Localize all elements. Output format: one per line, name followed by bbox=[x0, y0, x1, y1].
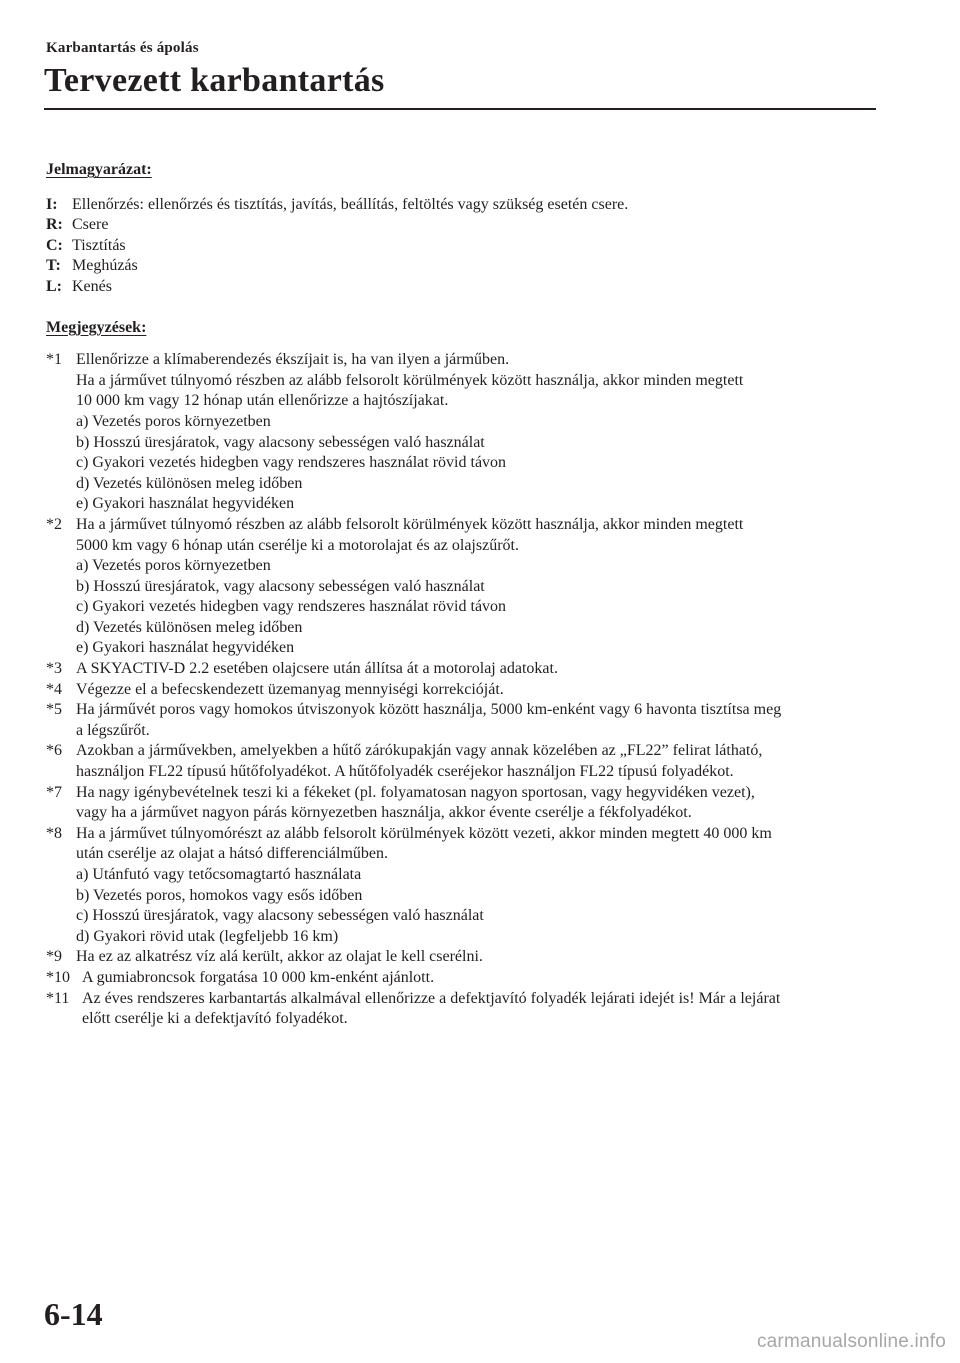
note-line: A SKYACTIV-D 2.2 esetében olajcsere után állítsa át a motorolaj adatokat. bbox=[76, 660, 558, 678]
notes-heading: Megjegyzések: bbox=[46, 318, 147, 336]
note-body bbox=[76, 700, 876, 741]
note-line: d) Vezetés különösen meleg időben bbox=[76, 618, 303, 636]
note-line: Az éves rendszeres karbantartás alkalmával ellenőrizze a defektjavító folyadék lejárati idejét is! Már a lejárat bbox=[82, 989, 781, 1007]
note-item bbox=[46, 350, 876, 515]
note-line: a) Utánfutó vagy tetőcsomagtartó használata bbox=[76, 866, 362, 883]
note-number: *11 bbox=[46, 989, 70, 1007]
note-line: a légszűrőt. bbox=[76, 721, 150, 739]
legend-item bbox=[46, 195, 876, 216]
note-line: Ha ez az alkatrész víz alá került, akkor az olajat le kell cserélni. bbox=[76, 948, 483, 966]
legend-heading: Jelmagyarázat: bbox=[46, 161, 152, 178]
title-divider bbox=[44, 108, 876, 110]
note-line: d) Vezetés különösen meleg időben bbox=[76, 474, 303, 492]
note-line: b) Hosszú üresjáratok, vagy alacsony sebességen való használat bbox=[76, 433, 485, 451]
content bbox=[46, 160, 876, 1030]
legend-text: Csere bbox=[72, 216, 109, 234]
note-body bbox=[76, 680, 876, 701]
note-item bbox=[46, 659, 876, 680]
note-number: *9 bbox=[46, 948, 62, 966]
note-body bbox=[82, 968, 876, 989]
note-line: használjon FL22 típusú hűtőfolyadékot. A hűtőfolyadék cseréjekor használjon FL22 típusú folyadékot. bbox=[76, 763, 734, 781]
note-number: *5 bbox=[46, 701, 62, 719]
note-line: Végezze el a befecskendezett üzemanyag mennyiségi korrekcióját. bbox=[76, 680, 504, 698]
legend-key: C: bbox=[46, 236, 63, 254]
note-line: a) Vezetés poros környezetben bbox=[76, 557, 271, 575]
legend-text: Meghúzás bbox=[72, 257, 138, 275]
legend-text: Ellenőrzés: ellenőrzés és tisztítás, javítás, beállítás, feltöltés vagy szükség esetén csere. bbox=[72, 195, 629, 213]
note-number: *2 bbox=[46, 515, 62, 533]
note-number: *1 bbox=[46, 351, 62, 369]
note-body bbox=[76, 947, 876, 968]
legend-item bbox=[46, 256, 876, 277]
legend-item bbox=[46, 277, 876, 298]
legend-item bbox=[46, 236, 876, 257]
note-number: *4 bbox=[46, 680, 62, 698]
legend-text: Kenés bbox=[72, 277, 112, 295]
note-number: *3 bbox=[46, 660, 62, 678]
note-item bbox=[46, 968, 876, 989]
note-item bbox=[46, 741, 876, 782]
note-line: Ha a járművet túlnyomó részben az alább felsorolt körülmények között használja, akkor minden megtett bbox=[76, 371, 744, 389]
legend-key: R: bbox=[46, 216, 63, 234]
note-line: után cserélje az olajat a hátsó differenciálműben. bbox=[76, 845, 388, 863]
note-body bbox=[76, 515, 876, 659]
note-body bbox=[76, 824, 876, 948]
note-line: 10 000 km vagy 12 hónap után ellenőrizze a hajtószíjakat. bbox=[76, 392, 449, 410]
note-line: előtt cserélje ki a defektjavító folyadékot. bbox=[82, 1010, 348, 1028]
note-item bbox=[46, 783, 876, 824]
note-line: a) Vezetés poros környezetben bbox=[76, 412, 271, 430]
note-number: *10 bbox=[46, 968, 70, 986]
note-line: A gumiabroncsok forgatása 10 000 km-enként ajánlott. bbox=[82, 968, 435, 986]
note-body bbox=[76, 783, 876, 824]
note-body bbox=[76, 350, 876, 515]
note-item bbox=[46, 824, 876, 948]
legend-list bbox=[46, 195, 876, 298]
note-line: c) Gyakori vezetés hidegben vagy rendszeres használat rövid távon bbox=[76, 598, 507, 616]
note-body bbox=[76, 659, 876, 680]
legend-key: I: bbox=[46, 195, 58, 213]
note-line: Ha nagy igénybevételnek teszi ki a fékeket (pl. folyamatosan nagyon sportosan, vagy hegyvidéken vezet), bbox=[76, 783, 755, 801]
note-line: b) Vezetés poros, homokos vagy esős időben bbox=[76, 886, 363, 904]
note-line: b) Hosszú üresjáratok, vagy alacsony sebességen való használat bbox=[76, 577, 485, 595]
note-body bbox=[76, 741, 876, 782]
legend-key: T: bbox=[46, 257, 61, 275]
note-line: Ellenőrizze a klímaberendezés ékszíjait is, ha van ilyen a járműben. bbox=[76, 351, 510, 369]
note-body bbox=[82, 989, 876, 1030]
note-line: vagy ha a járművet nagyon párás környezetben használja, akkor évente cserélje a fékfolyadékot. bbox=[76, 804, 692, 822]
note-item bbox=[46, 947, 876, 968]
note-line: Azokban a járművekben, amelyekben a hűtő zárókupakján vagy annak közelében az „FL22” felirat látható, bbox=[76, 742, 763, 760]
note-line: d) Gyakori rövid utak (legfeljebb 16 km) bbox=[76, 927, 339, 945]
page-number: 6-14 bbox=[44, 1296, 103, 1332]
section-label: Karbantartás és ápolás bbox=[46, 40, 199, 56]
page-title: Tervezett karbantartás bbox=[44, 62, 385, 99]
note-line: Ha járművét poros vagy homokos útviszonyok között használja, 5000 km-enként vagy 6 havonta tisztítsa meg bbox=[76, 701, 782, 719]
note-item bbox=[46, 989, 876, 1030]
legend-item bbox=[46, 215, 876, 236]
note-item bbox=[46, 680, 876, 701]
note-line: Ha a járművet túlnyomó részben az alább felsorolt körülmények között használja, akkor minden megtett bbox=[76, 515, 744, 533]
legend-text: Tisztítás bbox=[72, 236, 126, 254]
note-number: *8 bbox=[46, 824, 62, 842]
note-line: Ha a járművet túlnyomórészt az alább felsorolt körülmények között vezeti, akkor minden megtett 40 000 km bbox=[76, 824, 772, 842]
note-item bbox=[46, 700, 876, 741]
note-line: e) Gyakori használat hegyvidéken bbox=[76, 639, 295, 657]
note-number: *7 bbox=[46, 783, 62, 801]
note-line: c) Gyakori vezetés hidegben vagy rendszeres használat rövid távon bbox=[76, 454, 507, 472]
note-line: c) Hosszú üresjáratok, vagy alacsony sebességen való használat bbox=[76, 907, 484, 925]
note-item bbox=[46, 515, 876, 659]
watermark: carmanualsonline.info bbox=[756, 1331, 946, 1352]
note-line: 5000 km vagy 6 hónap után cserélje ki a motorolajat és az olajszűrőt. bbox=[76, 536, 519, 554]
notes-list bbox=[46, 350, 876, 1030]
legend-key: L: bbox=[46, 277, 62, 295]
note-line: e) Gyakori használat hegyvidéken bbox=[76, 495, 295, 513]
note-number: *6 bbox=[46, 742, 62, 760]
